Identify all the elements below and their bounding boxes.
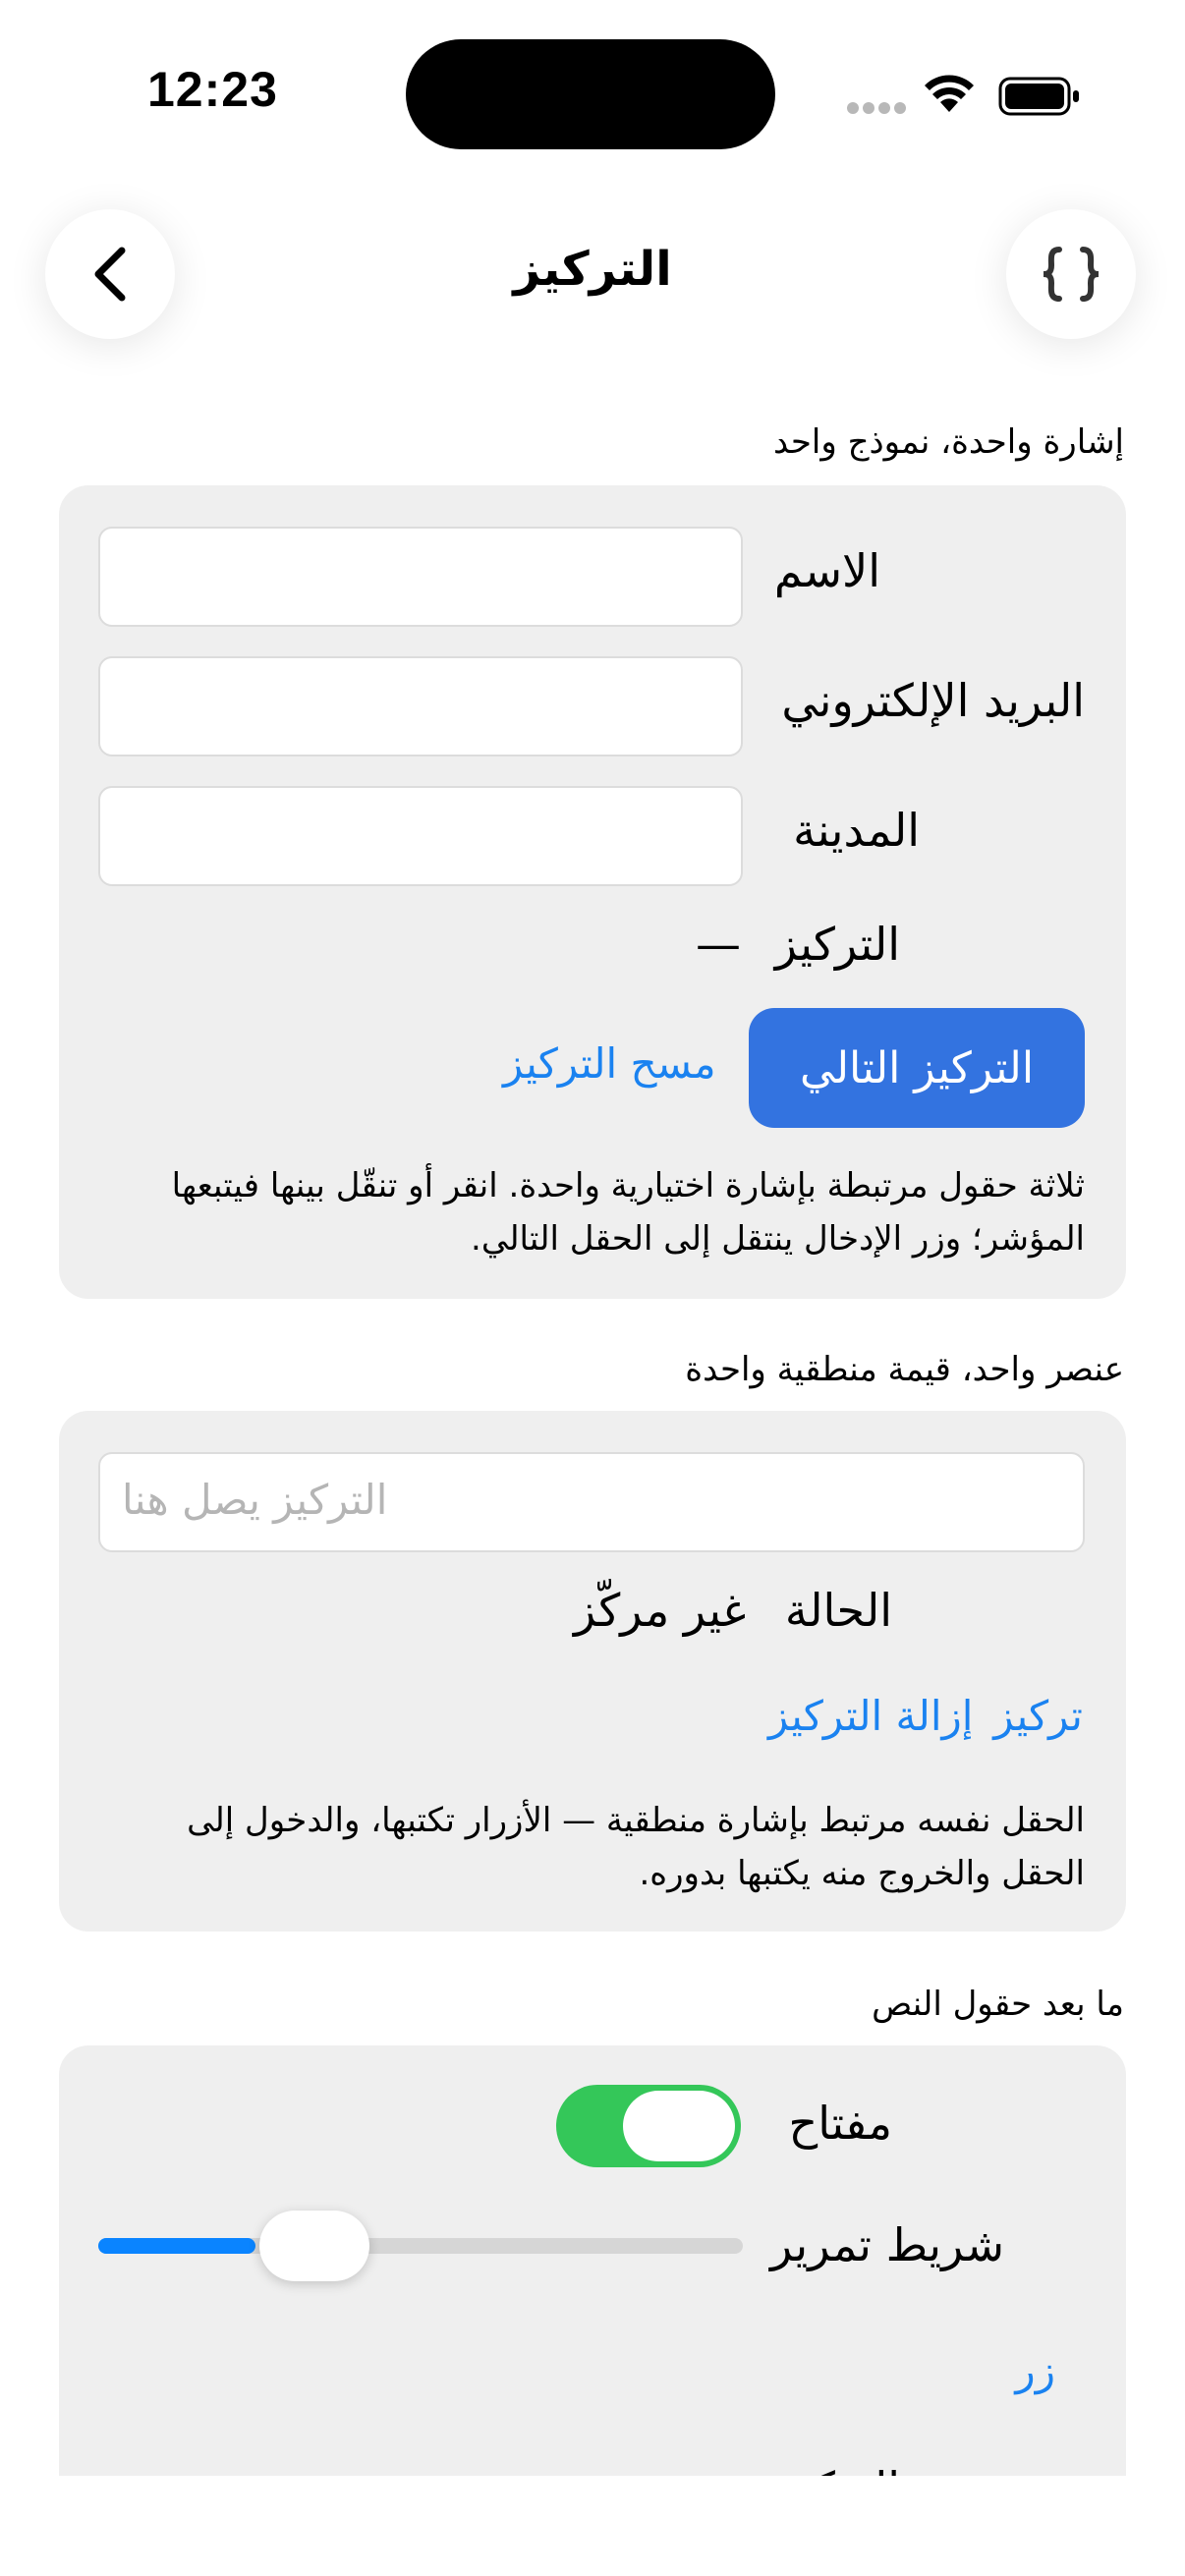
focus-target-placeholder: التركيز يصل هنا (122, 1476, 388, 1524)
page-title: التركيز (513, 242, 672, 297)
element-note: الحقل نفسه مرتبط بإشارة منطقية — الأزرار تكتبها، والدخول إلى الحقل والخروج منه يكتبها بدوره. (187, 1801, 1085, 1893)
toggle-switch[interactable] (556, 2085, 741, 2167)
focus-value: — (696, 918, 741, 971)
wifi-icon (924, 69, 975, 114)
code-button[interactable] (1006, 209, 1136, 339)
dynamic-island (406, 39, 775, 149)
braces-icon (1040, 246, 1102, 303)
toggle-knob (623, 2091, 735, 2161)
unfocus-link[interactable]: إزالة التركيز (768, 1692, 974, 1740)
slider-track[interactable] (98, 2238, 743, 2254)
slider-fill (98, 2238, 255, 2254)
focus-link[interactable]: تركيز (993, 1692, 1083, 1740)
toggle-label: مفتاح (788, 2097, 892, 2150)
section-title-element: عنصر واحد، قيمة منطقية واحدة (685, 1350, 1124, 1389)
status-value: غير مركّز (574, 1584, 747, 1637)
focus-label: التركيز (774, 918, 900, 971)
email-label: البريد الإلكتروني (781, 674, 1085, 727)
status-label: الحالة (784, 1584, 892, 1637)
city-label: المدينة (793, 804, 920, 857)
form-card (59, 485, 1126, 1299)
name-label: الاسم (773, 544, 880, 597)
cellular-signal-icon (847, 102, 908, 116)
status-time: 12:23 (147, 62, 278, 117)
slider-thumb[interactable] (259, 2211, 369, 2281)
slider-label: شريط تمرير (770, 2218, 1004, 2271)
section-title-form: إشارة واحدة، نموذج واحد (773, 422, 1124, 462)
clear-focus-link[interactable]: مسح التركيز (503, 1039, 716, 1088)
form-note: ثلاثة حقول مرتبطة بإشارة اختيارية واحدة. انقر أو تنقّل بينها فيتبعها المؤشر؛ وزر الإدخال ينتقل إلى الحقل التالي. (171, 1166, 1085, 1259)
section-title-beyond: ما بعد حقول النص (872, 1985, 1124, 2024)
email-field[interactable] (98, 656, 743, 756)
city-field[interactable] (98, 786, 743, 886)
bottom-clip (0, 2476, 1185, 2576)
element-card (59, 1411, 1126, 1932)
focus-target-field[interactable] (98, 1452, 1085, 1552)
next-focus-button[interactable]: التركيز التالي (749, 1008, 1085, 1128)
name-field[interactable] (98, 527, 743, 627)
battery-icon (998, 75, 1081, 118)
button-link[interactable]: زر (1015, 2346, 1055, 2394)
